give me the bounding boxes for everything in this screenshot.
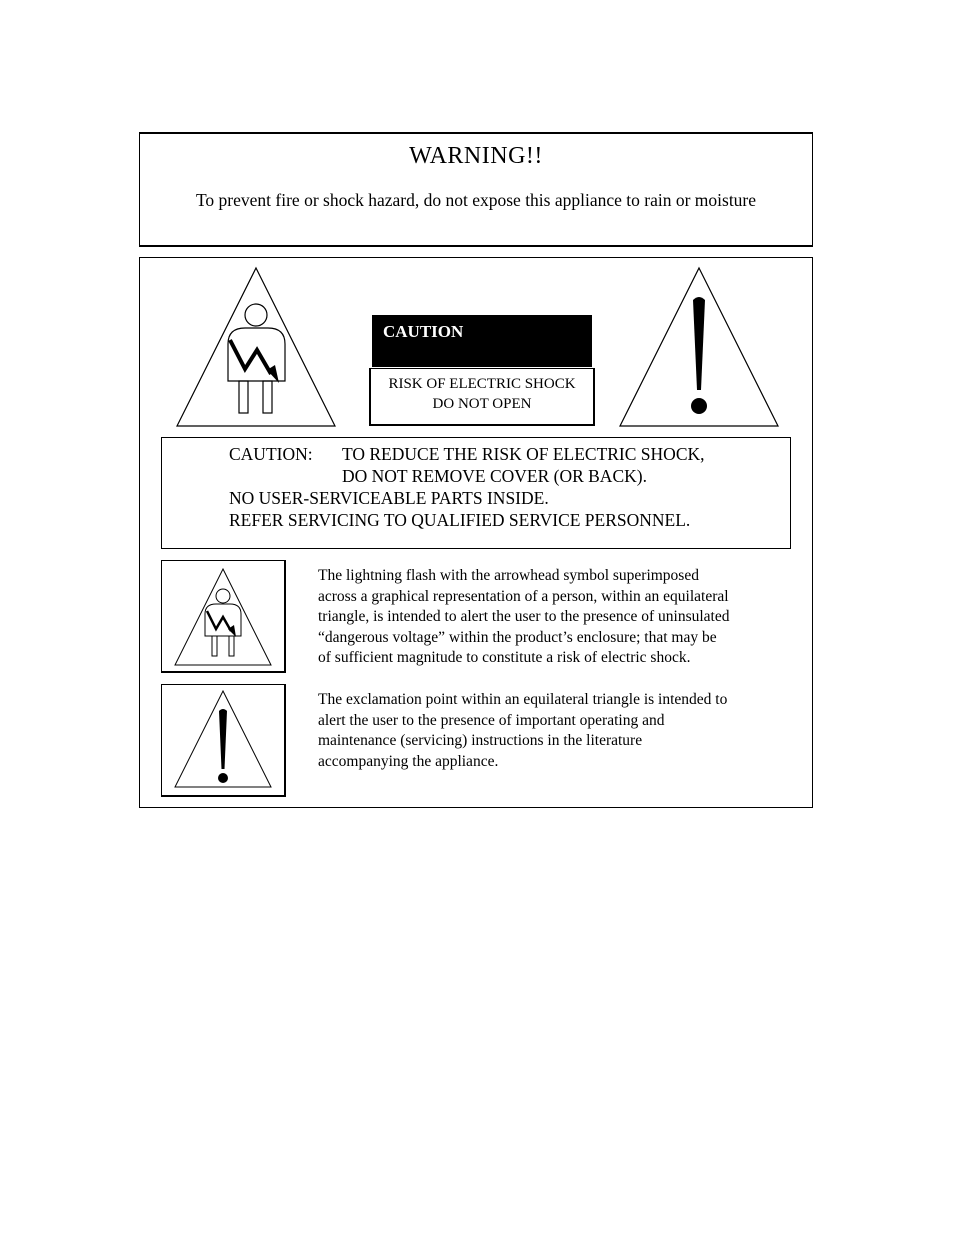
lightning-description-line: across a graphical representation of a person, within an equilateral xyxy=(318,587,729,605)
caution-statement-box xyxy=(161,437,791,549)
exclamation-description-line: maintenance (servicing) instructions in the literature xyxy=(318,732,643,750)
exclamation-description-line: accompanying the appliance. xyxy=(318,752,499,770)
warning-text: To prevent fire or shock hazard, do not expose this appliance to rain or moisture xyxy=(195,190,757,210)
exclamation-description xyxy=(318,690,788,772)
lightning-symbol-box xyxy=(161,560,286,673)
lightning-description-line: The lightning flash with the arrowhead symbol superimposed xyxy=(318,567,699,584)
exclamation-description-line: alert the user to the presence of important operating and xyxy=(318,711,665,729)
lightning-description-line: of sufficient magnitude to constitute a risk of electric shock. xyxy=(318,649,691,667)
exclamation-triangle-icon xyxy=(618,266,780,428)
warning-title: WARNING!! xyxy=(409,143,543,169)
caution-label-title: CAUTION xyxy=(383,322,464,341)
warning-box xyxy=(139,132,813,247)
electric-shock-person-icon xyxy=(175,266,337,428)
risk-line-1: RISK OF ELECTRIC SHOCK xyxy=(388,376,576,392)
caution-statement-label: CAUTION: xyxy=(229,444,313,464)
exclamation-triangle-small-icon xyxy=(173,689,273,789)
electric-shock-person-small-icon xyxy=(173,567,273,667)
caution-panel xyxy=(139,257,813,808)
caution-label-header xyxy=(372,315,592,367)
caution-statement-line-2: DO NOT REMOVE COVER (OR BACK). xyxy=(342,466,647,486)
exclamation-symbol-box xyxy=(161,684,286,797)
lightning-description-line: triangle, is intended to alert the user to the presence of uninsulated xyxy=(318,608,730,626)
risk-line-2: DO NOT OPEN xyxy=(432,396,532,412)
risk-label xyxy=(369,368,595,426)
exclamation-description-line: The exclamation point within an equilateral triangle is intended to xyxy=(318,691,728,708)
caution-statement-line-1: TO REDUCE THE RISK OF ELECTRIC SHOCK, xyxy=(342,444,705,464)
lightning-description xyxy=(318,566,788,669)
caution-statement-line-3: NO USER-SERVICEABLE PARTS INSIDE. xyxy=(229,488,549,508)
lightning-description-line: “dangerous voltage” within the product’s enclosure; that may be xyxy=(318,628,717,646)
caution-statement-line-4: REFER SERVICING TO QUALIFIED SERVICE PERSONNEL. xyxy=(229,510,691,530)
